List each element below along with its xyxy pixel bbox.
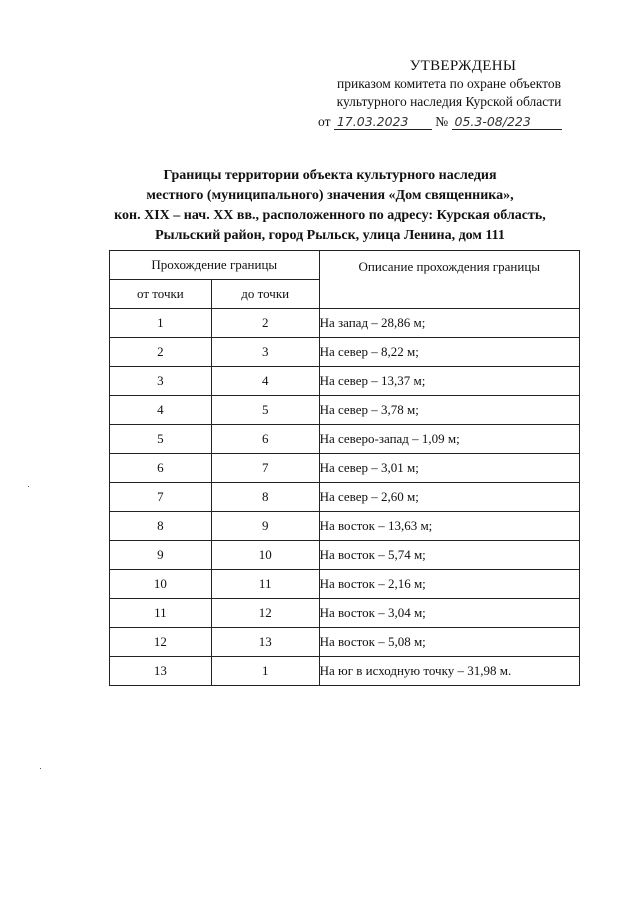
boundary-description: На северо-запад – 1,09 м;	[319, 425, 579, 454]
to-point: 8	[211, 483, 319, 512]
header-description: Описание прохождения границы	[319, 251, 579, 309]
boundary-description: На восток – 5,74 м;	[319, 541, 579, 570]
table-row	[110, 396, 580, 425]
from-point: 13	[110, 657, 212, 686]
boundary-description: На север – 2,60 м;	[319, 483, 579, 512]
document-heading	[60, 166, 600, 246]
header-group: Прохождение границы	[110, 251, 320, 280]
approval-block	[318, 58, 580, 131]
boundary-description: На север – 8,22 м;	[319, 338, 579, 367]
from-point: 1	[110, 309, 212, 338]
table-row	[110, 599, 580, 628]
to-point: 5	[211, 396, 319, 425]
table-row	[110, 454, 580, 483]
approval-title: УТВЕРЖДЕНЫ	[409, 58, 517, 74]
from-point: 7	[110, 483, 212, 512]
from-label: от	[318, 114, 331, 129]
handwritten-date: 17.03.2023	[334, 115, 432, 130]
table-row	[110, 512, 580, 541]
to-point: 3	[211, 338, 319, 367]
to-point: 9	[211, 512, 319, 541]
boundary-description: На север – 13,37 м;	[319, 367, 579, 396]
to-point: 2	[211, 309, 319, 338]
to-point: 11	[211, 570, 319, 599]
from-point: 9	[110, 541, 212, 570]
table-row	[110, 570, 580, 599]
boundary-description: На юг в исходную точку – 31,98 м.	[319, 657, 579, 686]
number-label: №	[435, 114, 449, 129]
heading-line-2: местного (муниципального) значения «Дом священника»,	[146, 188, 514, 203]
boundary-description: На запад – 28,86 м;	[319, 309, 579, 338]
to-point: 1	[211, 657, 319, 686]
to-point: 10	[211, 541, 319, 570]
to-point: 12	[211, 599, 319, 628]
boundary-description: На север – 3,01 м;	[319, 454, 579, 483]
from-point: 6	[110, 454, 212, 483]
from-point: 4	[110, 396, 212, 425]
heading-line-4: Рыльский район, город Рыльск, улица Ленина, дом 111	[155, 228, 505, 243]
table-row	[110, 367, 580, 396]
from-point: 5	[110, 425, 212, 454]
boundary-description: На север – 3,78 м;	[319, 396, 579, 425]
to-point: 6	[211, 425, 319, 454]
table-row	[110, 309, 580, 338]
from-point: 2	[110, 338, 212, 367]
from-point: 10	[110, 570, 212, 599]
approval-dateline	[318, 113, 580, 131]
to-point: 13	[211, 628, 319, 657]
from-point: 11	[110, 599, 212, 628]
heading-line-3: кон. XIX – нач. XX вв., расположенного по адресу: Курская область,	[114, 208, 546, 223]
approval-line-2: культурного наследия Курской области	[336, 94, 562, 109]
to-point: 7	[211, 454, 319, 483]
boundary-description: На восток – 5,08 м;	[319, 628, 579, 657]
table-row	[110, 628, 580, 657]
boundary-description: На восток – 13,63 м;	[319, 512, 579, 541]
boundary-description: На восток – 3,04 м;	[319, 599, 579, 628]
boundary-description: На восток – 2,16 м;	[319, 570, 579, 599]
header-to-point: до точки	[211, 280, 319, 309]
from-point: 12	[110, 628, 212, 657]
header-from-point: от точки	[110, 280, 212, 309]
approval-line-1: приказом комитета по охране объектов	[337, 76, 561, 91]
boundary-table	[109, 250, 580, 686]
from-point: 8	[110, 512, 212, 541]
handwritten-number: 05.3-08/223	[452, 115, 562, 130]
from-point: 3	[110, 367, 212, 396]
table-row	[110, 483, 580, 512]
to-point: 4	[211, 367, 319, 396]
scan-speck	[28, 486, 29, 487]
table-row	[110, 657, 580, 686]
table-row	[110, 541, 580, 570]
table-row	[110, 425, 580, 454]
scan-speck	[40, 768, 41, 769]
heading-line-1: Границы территории объекта культурного наследия	[163, 168, 497, 183]
table-row	[110, 338, 580, 367]
